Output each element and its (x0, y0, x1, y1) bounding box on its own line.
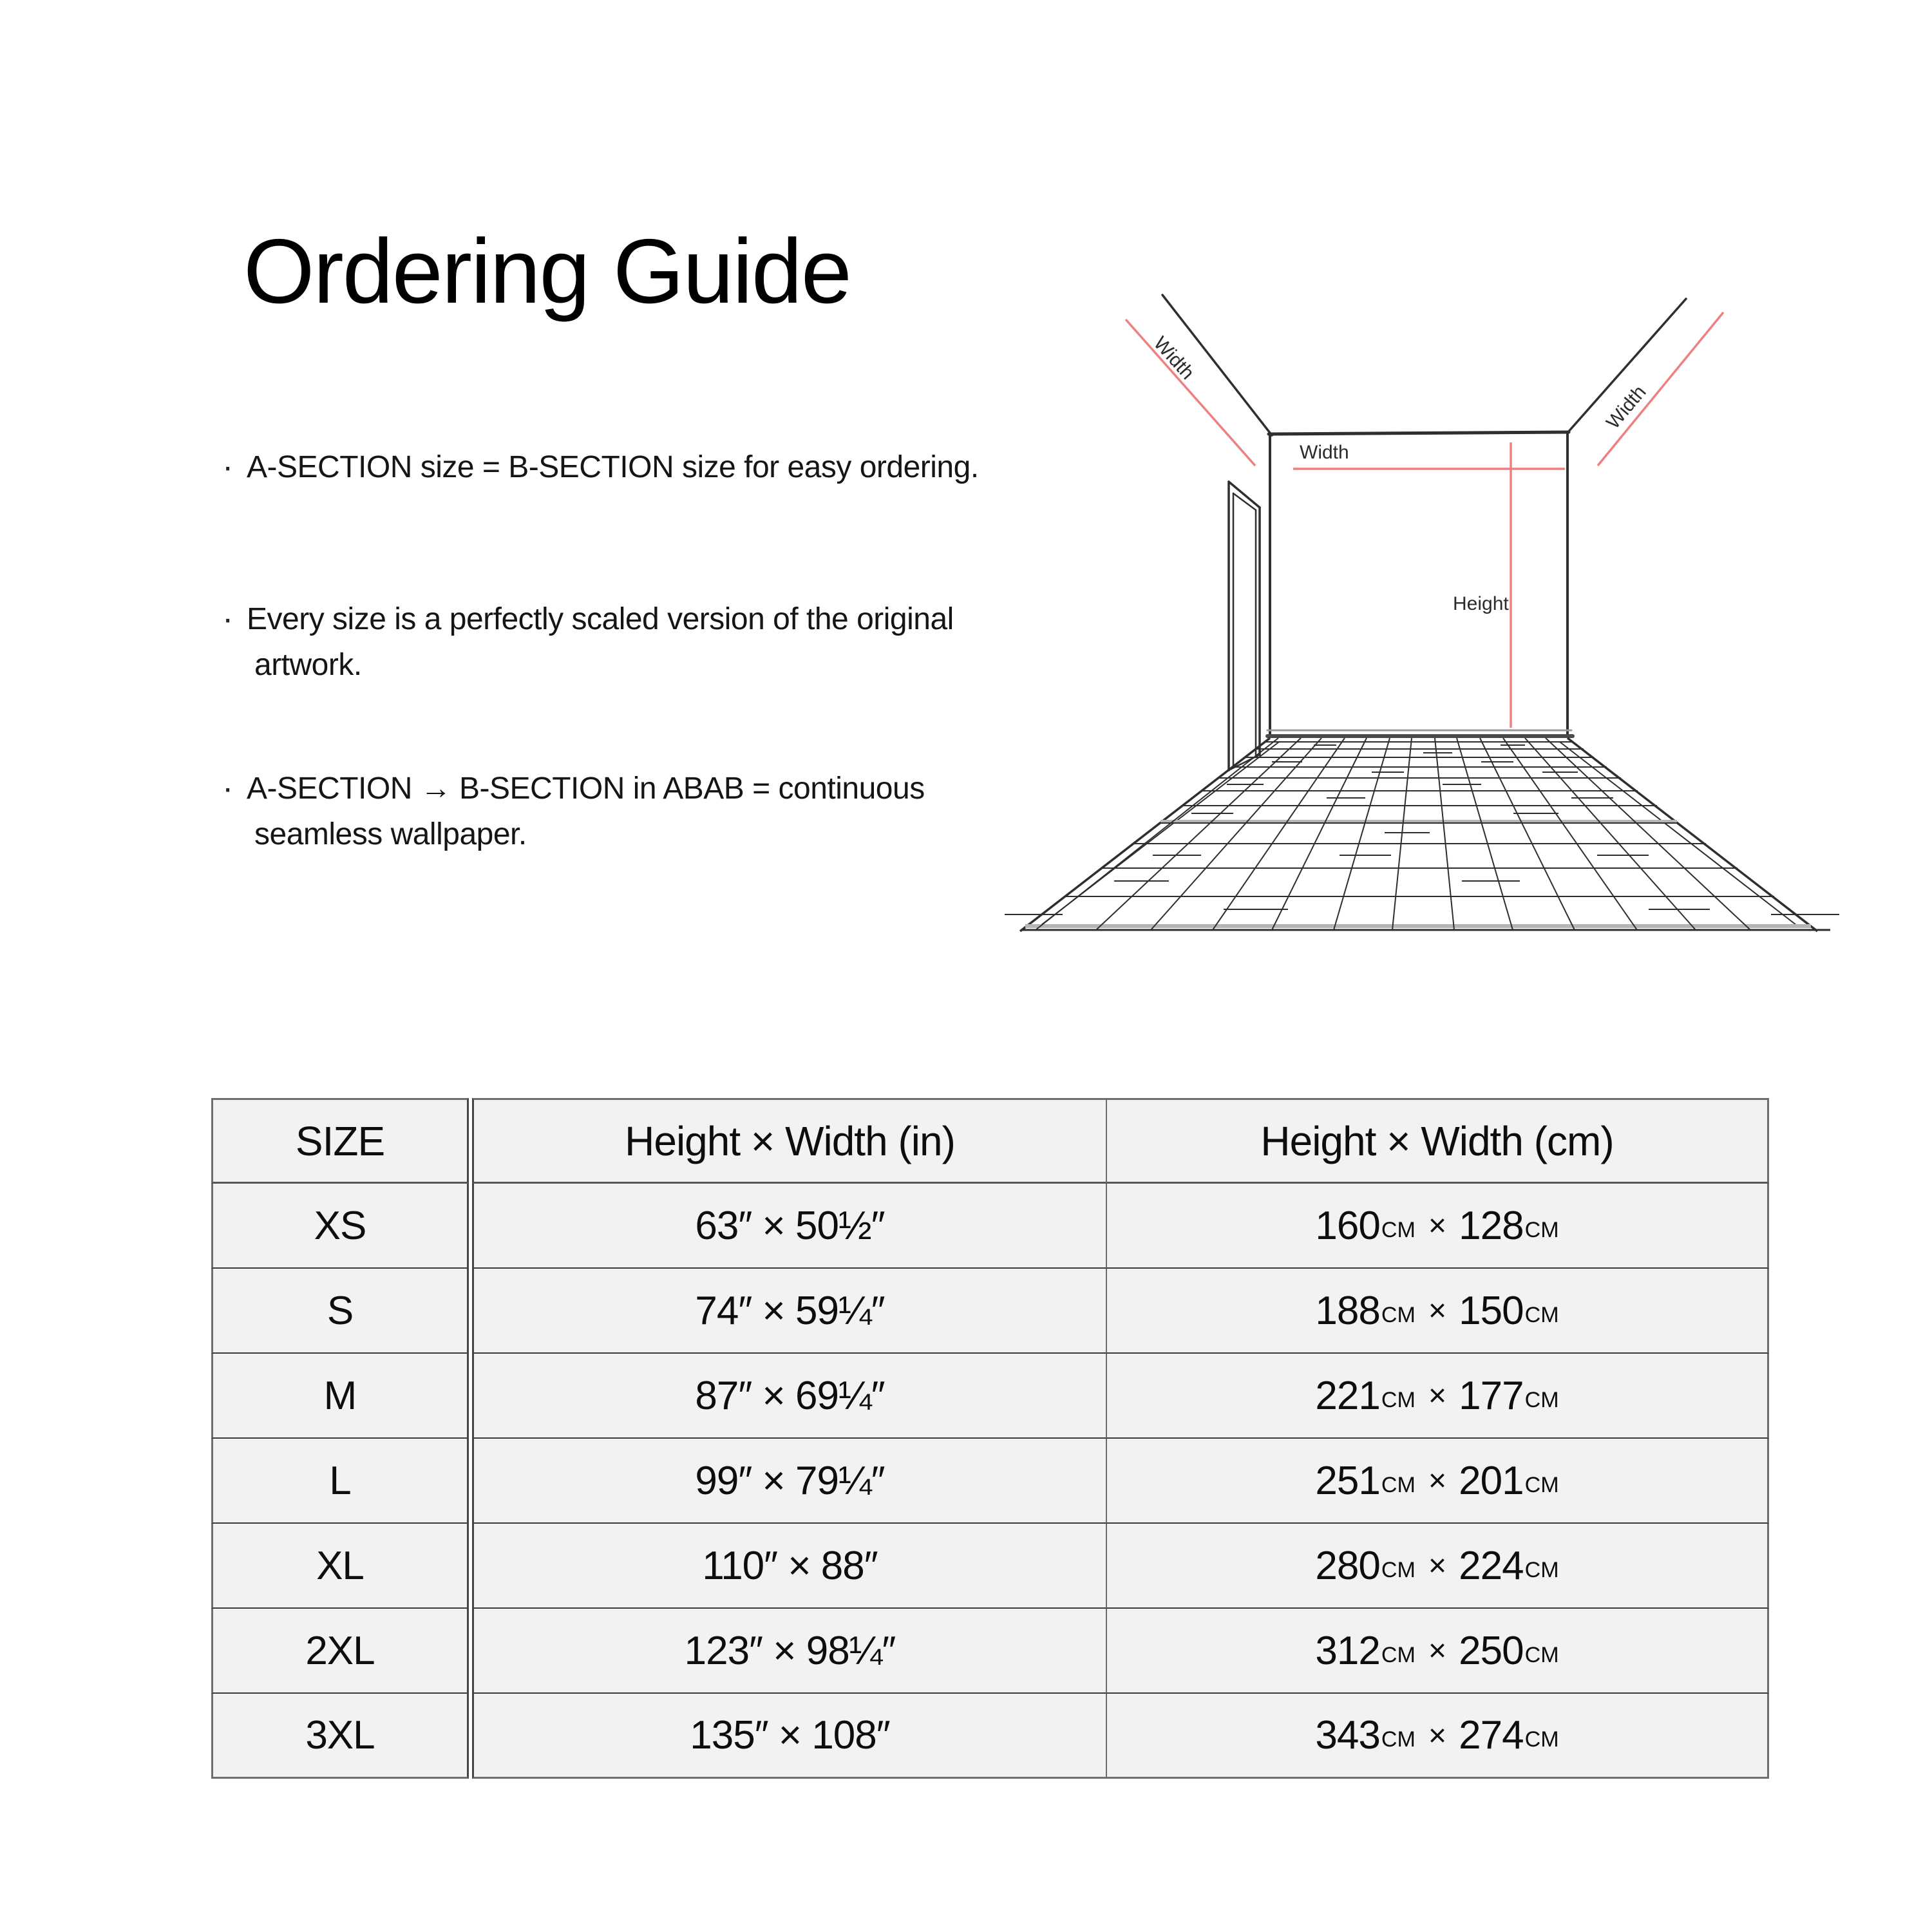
size-label: L (211, 1439, 469, 1524)
inches-value: 135″ × 108″ (472, 1694, 1106, 1779)
size-label: XL (211, 1524, 469, 1609)
cm-value: 221 CM × 177 CM (1106, 1354, 1769, 1439)
bullet-marker: · (222, 600, 234, 638)
bullet-text-line: Every size is a perfectly scaled version of the original (247, 602, 954, 636)
back-wall-top (1269, 432, 1569, 434)
cm-value: 251 CM × 201 CM (1106, 1439, 1769, 1524)
width-guide-right (1598, 312, 1723, 466)
bullet-item (222, 596, 954, 688)
bullet-text-line: A-SECTION size = B-SECTION size for easy ordering. (247, 450, 979, 484)
bullet-text-line: A-SECTION → B-SECTION in ABAB = continuous (247, 772, 925, 806)
cm-value: 312 CM × 250 CM (1106, 1609, 1769, 1694)
size-table (211, 1098, 1769, 1779)
size-label: 2XL (211, 1609, 469, 1694)
width-label-top: Width (1300, 442, 1349, 463)
size-label: S (211, 1269, 469, 1354)
cm-value: 160 CM × 128 CM (1106, 1184, 1769, 1269)
inches-value: 110″ × 88″ (472, 1524, 1106, 1609)
inches-value: 74″ × 59¼″ (472, 1269, 1106, 1354)
bullet-marker: · (222, 448, 234, 486)
door (1229, 482, 1260, 770)
page-title: Ordering Guide (243, 220, 851, 323)
cm-value: 280 CM × 224 CM (1106, 1524, 1769, 1609)
bullet-item (222, 444, 979, 490)
width-label-right: Width (1602, 381, 1651, 433)
inches-value: 123″ × 98¼″ (472, 1609, 1106, 1694)
room-measurement-diagram (1005, 270, 1842, 985)
width-guide-left (1126, 319, 1255, 466)
cm-value: 343 CM × 274 CM (1106, 1694, 1769, 1779)
measurement-guides (1126, 312, 1723, 728)
width-label-left: Width (1149, 332, 1198, 384)
size-label: 3XL (211, 1694, 469, 1779)
size-label: XS (211, 1184, 469, 1269)
inches-value: 99″ × 79¼″ (472, 1439, 1106, 1524)
column-header-size: SIZE (211, 1098, 469, 1184)
size-label: M (211, 1354, 469, 1439)
bullet-text-line: seamless wallpaper. (254, 817, 527, 851)
inches-value: 63″ × 50½″ (472, 1184, 1106, 1269)
bullet-item (222, 766, 925, 857)
inches-value: 87″ × 69¼″ (472, 1354, 1106, 1439)
column-header-cm: Height × Width (cm) (1106, 1098, 1769, 1184)
cm-value: 188 CM × 150 CM (1106, 1269, 1769, 1354)
parquet-floor (1005, 738, 1839, 931)
height-label: Height (1453, 593, 1509, 614)
bullet-text-line: artwork. (254, 648, 362, 682)
column-header-inches: Height × Width (in) (472, 1098, 1106, 1184)
bullet-marker: · (222, 770, 234, 807)
